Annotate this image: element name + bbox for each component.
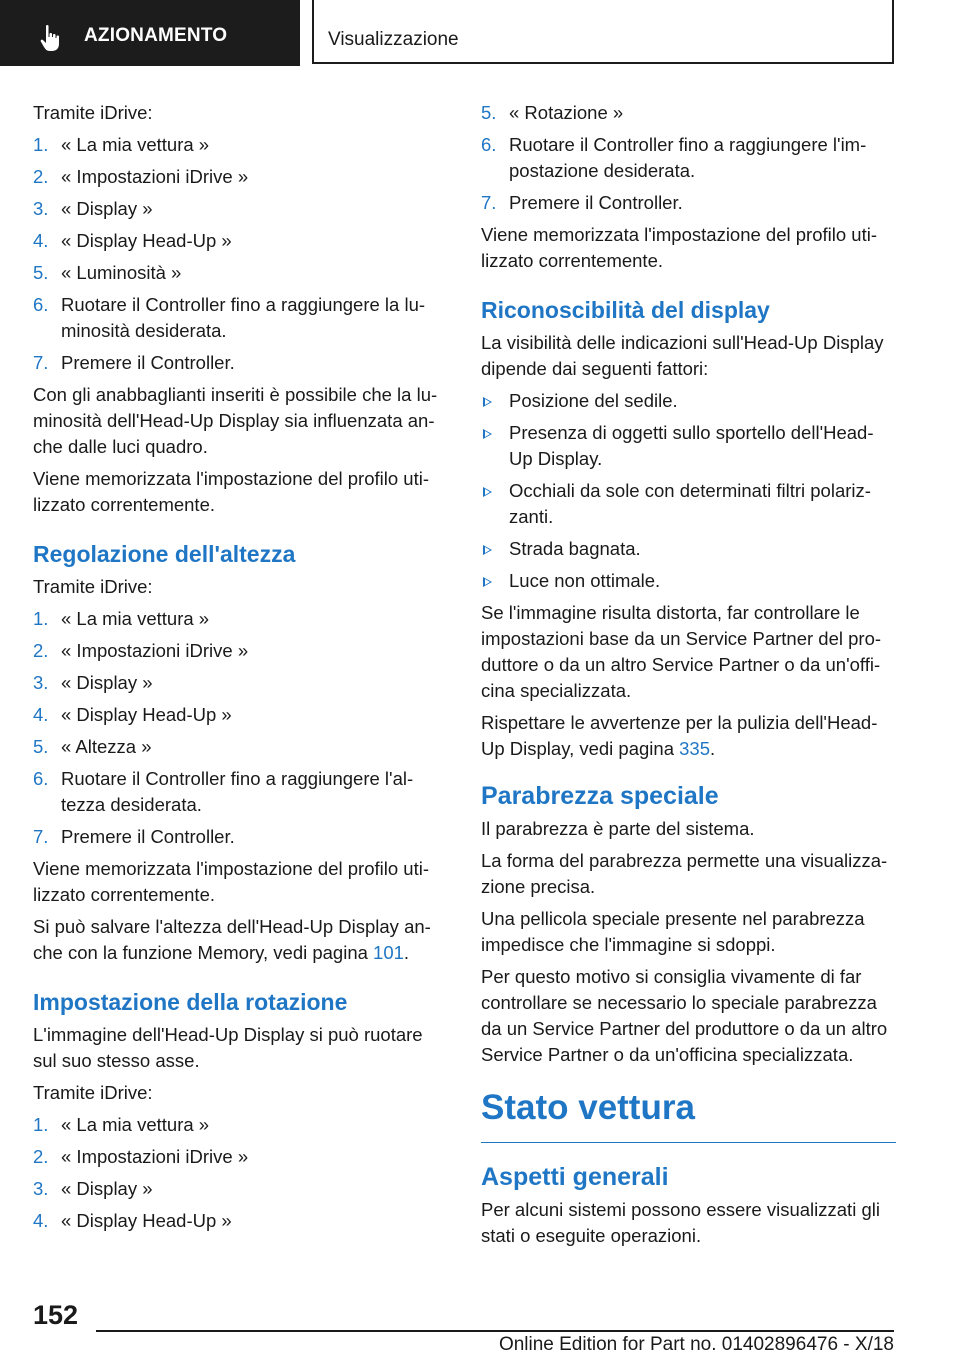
step-text: « Impostazioni iDrive » <box>61 1146 249 1167</box>
windscreen-p3: Una pellicola speciale presente nel parabrezza impedisce che l'immagine si sdoppi. <box>481 908 865 955</box>
step-text: « La mia vettura » <box>61 1114 210 1135</box>
step-text: Ruotare il Controller fino a raggiungere la luminosità desiderata. <box>61 294 426 341</box>
list-item <box>33 350 448 376</box>
height-intro: Tramite iDrive: <box>33 576 153 597</box>
windscreen-heading: Parabrezza speciale <box>481 782 719 810</box>
step-number: 1. <box>33 134 49 155</box>
factor-text: Posizione del sedile. <box>509 390 678 411</box>
step-text: Ruotare il Controller fino a raggiungere l'altezza desiderata. <box>61 768 414 815</box>
step-text: Premere il Controller. <box>509 192 683 213</box>
right-column <box>481 100 896 1255</box>
step-number: 3. <box>33 1178 49 1199</box>
factor-text: Presenza di oggetti sullo sportello dell'Head-Up Display. <box>509 422 874 469</box>
list-item <box>33 1144 448 1170</box>
visibility-intro: La visibilità delle indicazioni sull'Head-Up Display dipende dai seguenti fattori: <box>481 332 884 379</box>
step-text: « La mia vettura » <box>61 134 210 155</box>
list-item <box>481 388 896 414</box>
page-link-101[interactable]: 101 <box>373 942 404 963</box>
rotation-steps-right <box>481 100 896 216</box>
section-header <box>312 0 894 64</box>
list-item <box>33 766 448 818</box>
visibility-distorted-note: Se l'immagine risulta distorta, far controllare le impostazioni base da un Service Partner del produttore o da un altro Service Partner o da un'officina specializzata. <box>481 602 882 701</box>
step-text: « Impostazioni iDrive » <box>61 166 249 187</box>
triangle-bullet-icon <box>483 577 492 587</box>
list-item <box>33 702 448 728</box>
step-number: 1. <box>33 608 49 629</box>
page-number: 152 <box>33 1300 79 1330</box>
step-number: 5. <box>481 102 497 123</box>
step-text: « Display » <box>61 672 153 693</box>
step-text: Premere il Controller. <box>61 352 235 373</box>
list-item <box>33 132 448 158</box>
cleaning-note-end: . <box>710 738 716 759</box>
step-number: 2. <box>33 1146 49 1167</box>
list-item <box>33 164 448 190</box>
brightness-steps <box>33 132 448 376</box>
rotation-heading: Impostazione della rotazione <box>33 989 348 1015</box>
factor-text: Occhiali da sole con determinati filtri polarizzanti. <box>509 480 871 527</box>
list-item <box>33 670 448 696</box>
hand-pointer-icon <box>40 24 66 52</box>
factor-text: Strada bagnata. <box>509 538 641 559</box>
list-item <box>33 824 448 850</box>
left-column <box>33 100 448 1240</box>
windscreen-p4: Per questo motivo si consiglia vivamente di far controllare se necessario lo speciale parabrezza da un Service Partner del produttore o da un altro Service Partner o da un'officina specializzata. <box>481 966 888 1065</box>
visibility-heading: Riconoscibilità del display <box>481 297 770 323</box>
step-number: 3. <box>33 198 49 219</box>
step-number: 4. <box>33 230 49 251</box>
memory-note-text: Si può salvare l'altezza dell'Head-Up Display anche con la funzione Memory, vedi pagina <box>33 916 431 963</box>
step-number: 6. <box>481 134 497 155</box>
height-saved-note: Viene memorizzata l'impostazione del profilo utilizzato correntemente. <box>33 858 429 905</box>
step-text: « Display Head-Up » <box>61 704 232 725</box>
windscreen-p2: La forma del parabrezza permette una visualizzazione precisa. <box>481 850 888 897</box>
general-text: Per alcuni sistemi possono essere visualizzati gli stati o eseguite operazioni. <box>481 1199 880 1246</box>
status-heading: Stato vettura <box>481 1088 896 1143</box>
list-item <box>33 638 448 664</box>
step-text: « Display » <box>61 1178 153 1199</box>
step-text: Premere il Controller. <box>61 826 235 847</box>
step-number: 7. <box>33 352 49 373</box>
visibility-factors <box>481 388 896 594</box>
step-text: « Impostazioni iDrive » <box>61 640 249 661</box>
step-text: Ruotare il Controller fino a raggiungere l'impostazione desiderata. <box>509 134 867 181</box>
step-number: 5. <box>33 736 49 757</box>
list-item <box>33 734 448 760</box>
windscreen-p1: Il parabrezza è parte del sistema. <box>481 818 755 839</box>
step-number: 3. <box>33 672 49 693</box>
page-link-335[interactable]: 335 <box>679 738 711 759</box>
list-item <box>33 292 448 344</box>
triangle-bullet-icon <box>483 487 492 497</box>
list-item <box>33 1208 448 1234</box>
general-heading: Aspetti generali <box>481 1163 669 1191</box>
factor-text: Luce non ottimale. <box>509 570 661 591</box>
step-text: « Luminosità » <box>61 262 182 283</box>
step-number: 1. <box>33 1114 49 1135</box>
step-text: « La mia vettura » <box>61 608 210 629</box>
step-number: 7. <box>481 192 497 213</box>
list-item <box>33 228 448 254</box>
brightness-saved-note: Viene memorizzata l'impostazione del profilo utilizzato correntemente. <box>33 468 429 515</box>
section-title: Visualizzazione <box>328 29 459 50</box>
brightness-note: Con gli anabbaglianti inseriti è possibile che la luminosità dell'Head-Up Display sia influenzata anche dalle luci quadro. <box>33 384 438 457</box>
step-number: 6. <box>33 294 49 315</box>
list-item <box>33 1176 448 1202</box>
step-text: « Display Head-Up » <box>61 230 232 251</box>
rotation-intro: Tramite iDrive: <box>33 1082 153 1103</box>
step-text: « Rotazione » <box>509 102 624 123</box>
height-memory-note <box>33 914 448 966</box>
step-text: « Display » <box>61 198 153 219</box>
height-steps <box>33 606 448 850</box>
list-item <box>33 260 448 286</box>
footer-divider <box>96 1330 894 1332</box>
rotation-description: L'immagine dell'Head-Up Display si può ruotare sul suo stesso asse. <box>33 1024 423 1071</box>
triangle-bullet-icon <box>483 429 492 439</box>
step-number: 5. <box>33 262 49 283</box>
step-number: 7. <box>33 826 49 847</box>
list-item <box>481 100 896 126</box>
triangle-bullet-icon <box>483 397 492 407</box>
chapter-title: AZIONAMENTO <box>84 25 228 46</box>
chapter-tab <box>0 0 300 66</box>
list-item <box>481 568 896 594</box>
rotation-steps-left <box>33 1112 448 1234</box>
step-number: 4. <box>33 1210 49 1231</box>
memory-note-end: . <box>403 942 410 963</box>
height-heading: Regolazione dell'altezza <box>33 541 296 567</box>
rotation-saved-note: Viene memorizzata l'impostazione del profilo utilizzato correntemente. <box>481 224 877 271</box>
list-item <box>481 190 896 216</box>
cleaning-note-text: Rispettare le avvertenze per la pulizia dell'Head-Up Display, vedi pagina <box>481 712 878 759</box>
list-item <box>33 1112 448 1138</box>
edition-footer: Online Edition for Part no. 01402896476 - X/18 <box>498 1334 894 1355</box>
list-item <box>481 536 896 562</box>
list-item <box>481 132 896 184</box>
list-item <box>481 420 896 472</box>
step-number: 2. <box>33 640 49 661</box>
step-number: 2. <box>33 166 49 187</box>
visibility-cleaning-note <box>481 710 896 762</box>
list-item <box>33 606 448 632</box>
step-text: « Display Head-Up » <box>61 1210 232 1231</box>
step-number: 6. <box>33 768 49 789</box>
step-text: « Altezza » <box>61 736 152 757</box>
brightness-intro: Tramite iDrive: <box>33 102 153 123</box>
list-item <box>33 196 448 222</box>
triangle-bullet-icon <box>483 545 492 555</box>
list-item <box>481 478 896 530</box>
step-number: 4. <box>33 704 49 725</box>
